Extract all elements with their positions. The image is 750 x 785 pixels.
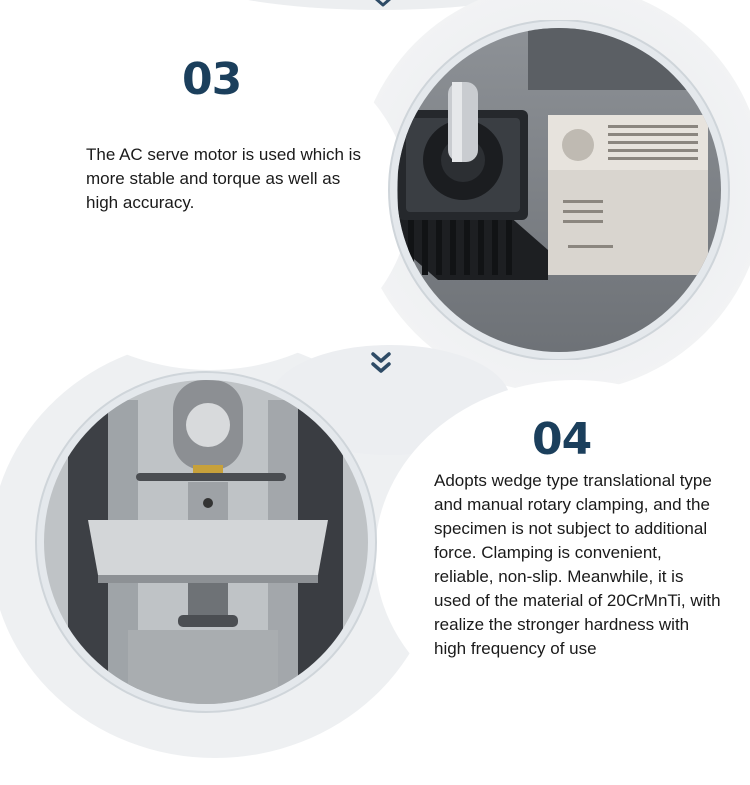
wedge-grip-photo [28,370,386,715]
servo-motor-photo [378,20,740,360]
section-number-04: 04 [532,414,592,465]
section-description-04: Adopts wedge type translational type and manual rotary clamping, and the specimen is not subject to additional force. Clamping is convenient, reliable, non-slip. Meanwhile, it is used of the material of 20CrMnTi, with realize the stronger hardness with high frequency of use [434,471,721,658]
section-number-03: 03 [182,54,242,105]
section-description-03: The AC serve motor is used which is more stable and torque as well as high accuracy. [86,145,361,212]
chevron-down-icon [372,0,394,8]
